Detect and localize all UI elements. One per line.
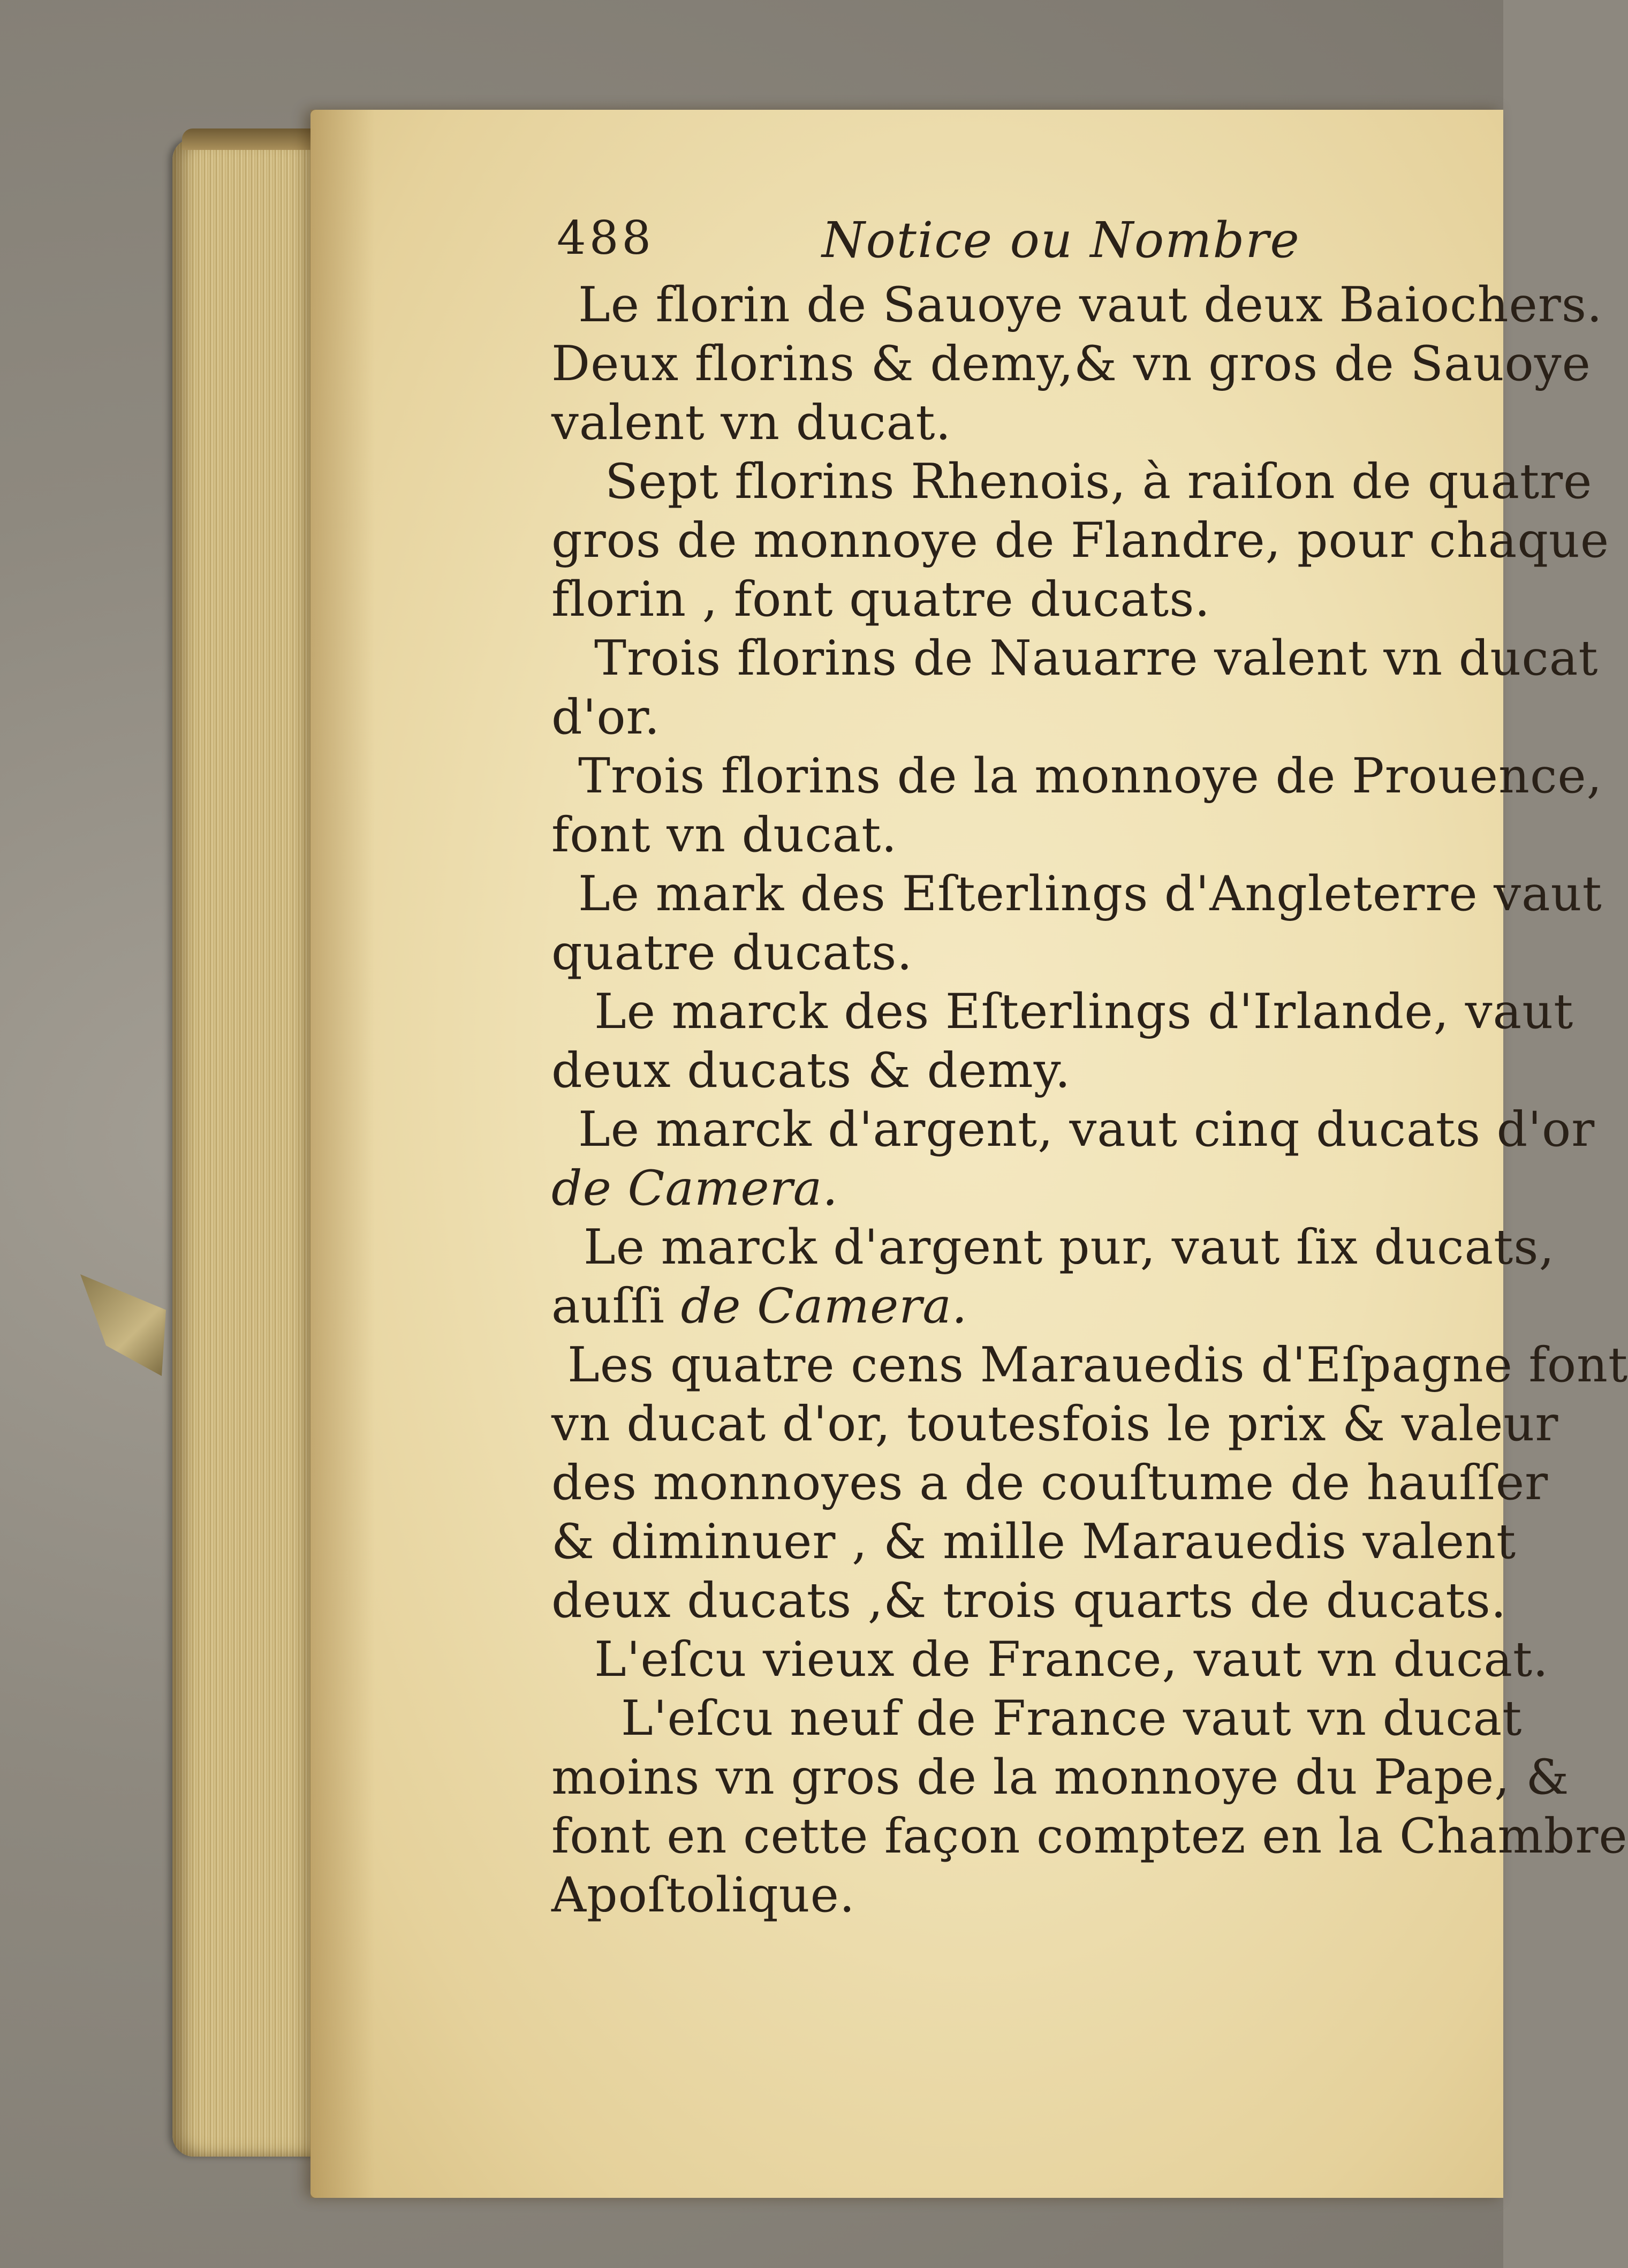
running-title: Notice ou Nombre: [822, 211, 1300, 269]
text-line: Deux florins & demy,& vn gros de Sauoye: [551, 336, 1591, 392]
page-text-block: [551, 211, 1628, 1923]
text-line: & diminuer , & mille Marauedis valent: [551, 1514, 1517, 1570]
text-line: d'or.: [551, 689, 661, 745]
text-line: deux ducats & demy.: [551, 1042, 1071, 1099]
text-line: font en cette façon comptez en la Chambre: [551, 1808, 1628, 1864]
italic-phrase: de Camera.: [680, 1278, 968, 1334]
text-line: valent vn ducat.: [551, 395, 952, 451]
text-line: L'eſcu vieux de France, vaut vn ducat.: [594, 1631, 1549, 1688]
text-line: deux ducats ,& trois quarts de ducats.: [551, 1573, 1507, 1629]
text-line: Le marck d'argent, vaut cinq ducats d'or: [578, 1101, 1595, 1158]
text-line: de Camera.: [551, 1160, 838, 1216]
text-line: Apoſtolique.: [551, 1867, 855, 1923]
text-line: des monnoyes a de couſtume de hauſſer: [551, 1455, 1549, 1511]
text-line: moins vn gros de la monnoye du Pape, &: [551, 1749, 1570, 1805]
text-line: font vn ducat.: [551, 807, 898, 863]
page-number: 488: [557, 211, 655, 265]
page-gutter-shadow: [311, 110, 375, 2198]
text-line: Le mark des Eſterlings d'Angleterre vaut: [578, 866, 1602, 922]
text-line: Le florin de Sauoye vaut deux Baiochers.: [578, 277, 1603, 333]
text-line: gros de monnoye de Flandre, pour chaque: [551, 512, 1610, 569]
text-line: vn ducat d'or, toutesfois le prix & valeur: [551, 1396, 1559, 1452]
page-edges: [172, 138, 328, 2157]
text-line: Sept florins Rhenois, à raiſon de quatre: [605, 453, 1593, 510]
text-line: quatre ducats.: [551, 925, 913, 981]
text-line: auſſi de Camera.: [551, 1278, 968, 1334]
text-line: Les quatre cens Marauedis d'Eſpagne font: [567, 1337, 1628, 1393]
text-line: Trois florins de la monnoye de Prouence,: [578, 748, 1603, 804]
text-line: Le marck d'argent pur, vaut ſix ducats,: [584, 1219, 1555, 1275]
text-line: Trois florins de Nauarre valent vn ducat: [594, 630, 1599, 686]
text-line: florin , font quatre ducats.: [551, 571, 1211, 628]
text-line: L'eſcu neuf de France vaut vn ducat: [621, 1690, 1523, 1747]
text-line: Le marck des Eſterlings d'Irlande, vaut: [594, 984, 1574, 1040]
